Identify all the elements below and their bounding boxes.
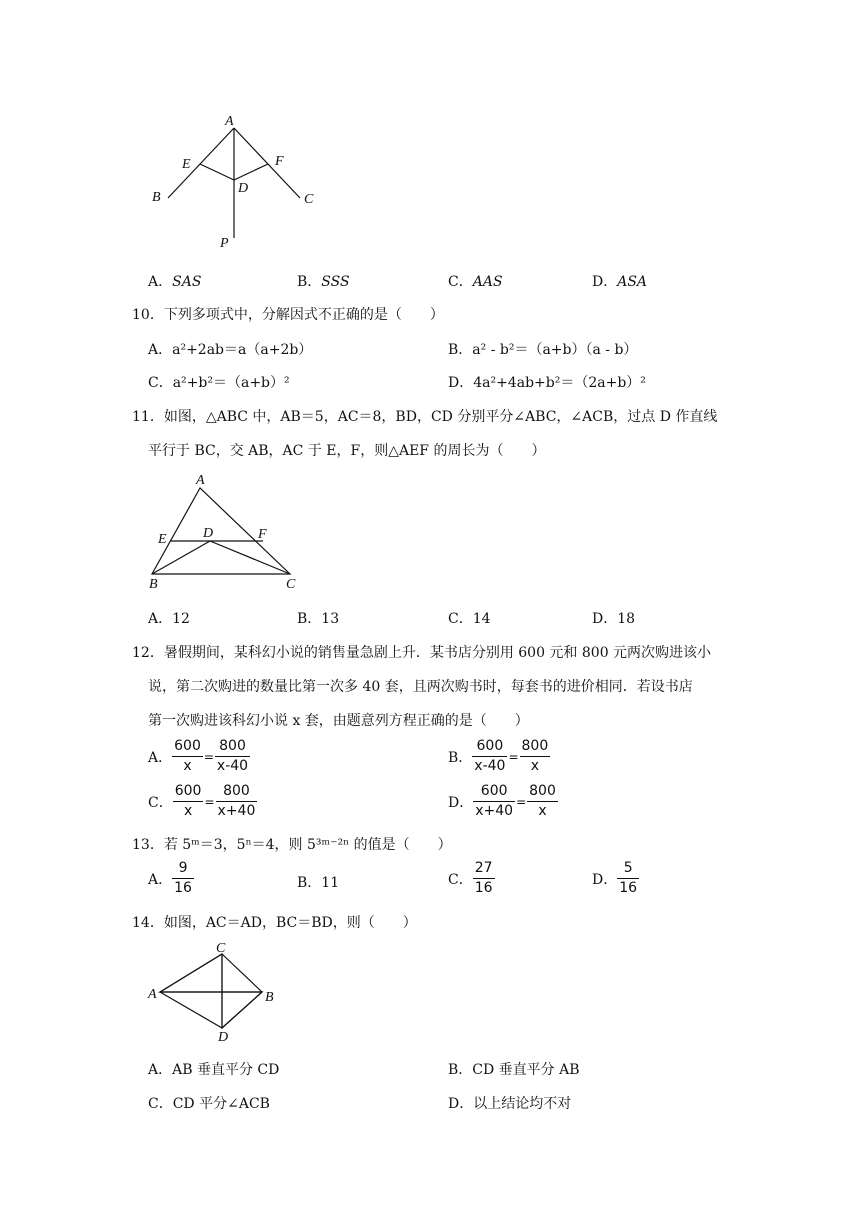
label-F: F	[258, 527, 267, 542]
q9-option-b[interactable]: B．SSS	[297, 274, 350, 290]
q12-option-a[interactable]: A． $\frac{600}{x}$ = $\frac{800}{x-40}$	[148, 738, 249, 774]
label-C: C	[286, 577, 296, 592]
label-A: A	[196, 473, 205, 488]
fraction: $\frac{9}{16}$	[174, 860, 192, 896]
fraction: $\frac{27}{16}$	[474, 860, 493, 896]
label-B: B	[149, 577, 158, 592]
label-P: P	[220, 236, 229, 251]
label-B: B	[265, 990, 274, 1005]
q11-option-a[interactable]: A．12	[148, 611, 190, 627]
label-A: A	[225, 114, 234, 129]
q12-option-b[interactable]: B． $\frac{600}{x-40}$ = $\frac{800}{x}$	[448, 738, 549, 774]
label-F: F	[275, 154, 284, 169]
figure-kite-acbd	[140, 940, 290, 1045]
q12-option-d[interactable]: D． $\frac{600}{x+40}$ = $\frac{800}{x}$	[448, 783, 556, 819]
fraction: $\frac{600}{x-40}$	[474, 738, 506, 774]
q11-stem-line1: 11．如图，△ABC 中，AB＝5，AC＝8，BD，CD 分别平分∠ABC，∠ACB，过点 D 作直线	[132, 409, 718, 425]
label-D: D	[203, 526, 214, 541]
q10-option-c[interactable]: C．a²+b²＝（a+b）²	[148, 375, 290, 391]
q14-option-a[interactable]: A．AB 垂直平分 CD	[148, 1062, 280, 1078]
q11-option-c[interactable]: C．14	[448, 611, 491, 627]
q12-stem-line2: 说，第二次购进的数量比第一次多 40 套，且两次购书时，每套书的进价相同．若设书店	[148, 679, 693, 695]
fraction: $\frac{800}{x}$	[521, 738, 549, 774]
figure-angle-bisector	[140, 108, 340, 258]
label-D: D	[218, 1030, 229, 1045]
q9-option-a[interactable]: A．SAS	[148, 274, 202, 290]
q12-option-c[interactable]: C． $\frac{600}{x}$ = $\frac{800}{x+40}$	[148, 783, 256, 819]
q14-option-d[interactable]: D．以上结论均不对	[448, 1096, 572, 1112]
q11-option-d[interactable]: D．18	[592, 611, 636, 627]
q13-stem: 13．若 5ᵐ＝3，5ⁿ＝4，则 5³ᵐ⁻²ⁿ 的值是（ ）	[132, 837, 452, 853]
q9-option-c[interactable]: C．AAS	[448, 274, 503, 290]
q13-option-a[interactable]: A． $\frac{9}{16}$	[148, 860, 192, 896]
q14-stem: 14．如图，AC＝AD，BC＝BD，则（ ）	[132, 915, 417, 931]
fraction: $\frac{800}{x+40}$	[217, 783, 256, 819]
label-A: A	[148, 987, 157, 1002]
label-D: D	[238, 181, 249, 196]
label-E: E	[182, 157, 191, 172]
label-C: C	[216, 941, 226, 956]
q12-stem-line3: 第一次购进该科幻小说 x 套，由题意列方程正确的是（ ）	[148, 713, 529, 729]
fraction: $\frac{600}{x}$	[174, 738, 201, 774]
q11-option-b[interactable]: B．13	[297, 611, 340, 627]
q13-option-c[interactable]: C． $\frac{27}{16}$	[448, 860, 493, 896]
q14-option-c[interactable]: C．CD 平分∠ACB	[148, 1096, 270, 1112]
q10-option-b[interactable]: B．a² - b²＝（a+b）（a - b）	[448, 342, 638, 358]
q12-stem-line1: 12．暑假期间，某科幻小说的销售量急剧上升．某书店分别用 600 元和 800 元两次购进该小	[132, 645, 712, 661]
label-E: E	[158, 532, 167, 547]
figure-triangle-abc	[140, 470, 310, 595]
q13-option-d[interactable]: D． $\frac{5}{16}$	[592, 860, 638, 896]
label-B: B	[152, 190, 161, 205]
q10-option-d[interactable]: D．4a²+4ab+b²＝（2a+b）²	[448, 375, 646, 391]
q11-stem-line2: 平行于 BC，交 AB，AC 于 E，F，则△AEF 的周长为（ ）	[148, 443, 546, 459]
q13-option-b[interactable]: B．11	[297, 875, 340, 891]
fraction: $\frac{800}{x-40}$	[216, 738, 249, 774]
fraction: $\frac{600}{x+40}$	[475, 783, 514, 819]
q10-stem: 10．下列多项式中，分解因式不正确的是（ ）	[132, 307, 444, 323]
fraction: $\frac{5}{16}$	[619, 860, 638, 896]
q14-option-b[interactable]: B．CD 垂直平分 AB	[448, 1062, 580, 1078]
label-C: C	[304, 192, 314, 207]
q9-option-d[interactable]: D．ASA	[592, 274, 648, 290]
q10-option-a[interactable]: A．a²+2ab＝a（a+2b）	[148, 342, 313, 358]
fraction: $\frac{800}{x}$	[529, 783, 556, 819]
fraction: $\frac{600}{x}$	[174, 783, 202, 819]
